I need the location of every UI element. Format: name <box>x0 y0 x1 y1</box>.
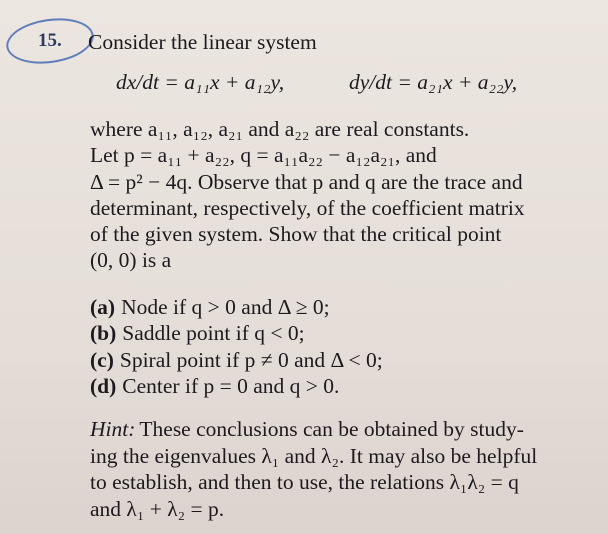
item-label: (a) <box>90 295 116 319</box>
body-line: Let p = a₁₁ + a₂₂, q = a₁₁a₂₂ − a₁₂a₂₁, and <box>90 143 437 168</box>
item-a <box>90 294 383 320</box>
item-text: Saddle point if q < 0; <box>122 321 305 346</box>
hint-line <box>90 416 566 443</box>
answer-items <box>90 294 383 399</box>
body-line: (0, 0) is a <box>90 248 172 273</box>
item-c <box>90 347 383 373</box>
item-label: (b) <box>90 321 117 346</box>
body-line: of the given system. Show that the critical point <box>90 222 502 247</box>
item-d <box>90 373 383 399</box>
problem-body <box>90 116 564 274</box>
hint-line: to establish, and then to use, the relations λ₁λ₂ = q <box>90 470 519 494</box>
problem-number: 15. <box>38 30 62 51</box>
item-b <box>90 320 383 346</box>
body-line: Δ = p² − 4q. Observe that p and q are the trace and <box>90 169 523 194</box>
item-text: Center if p = 0 and q > 0. <box>122 373 340 398</box>
hint-text: These conclusions can be obtained by study- <box>139 417 524 441</box>
item-label: (d) <box>90 373 117 398</box>
hint-label: Hint: <box>90 417 136 441</box>
hint-line: ing the eigenvalues λ₁ and λ₂. It may also be helpful <box>90 443 538 468</box>
problem-intro: Consider the linear system <box>88 30 317 54</box>
item-text: Node if q > 0 and Δ ≥ 0; <box>121 295 330 319</box>
hint-paragraph <box>90 416 566 522</box>
item-label: (c) <box>90 347 114 372</box>
body-line: determinant, respectively, of the coefficient matrix <box>90 195 525 220</box>
body-line: where a₁₁, a₁₂, a₂₁ and a₂₂ are real constants. <box>90 117 470 141</box>
equation-dy-dt: dy/dt = a₂₁x + a₂₂y, <box>349 70 518 94</box>
hint-line: and λ₁ + λ₂ = p. <box>90 496 225 521</box>
item-text: Spiral point if p ≠ 0 and Δ < 0; <box>119 347 383 372</box>
equation-dx-dt: dx/dt = a₁₁x + a₁₂y, <box>116 70 285 94</box>
